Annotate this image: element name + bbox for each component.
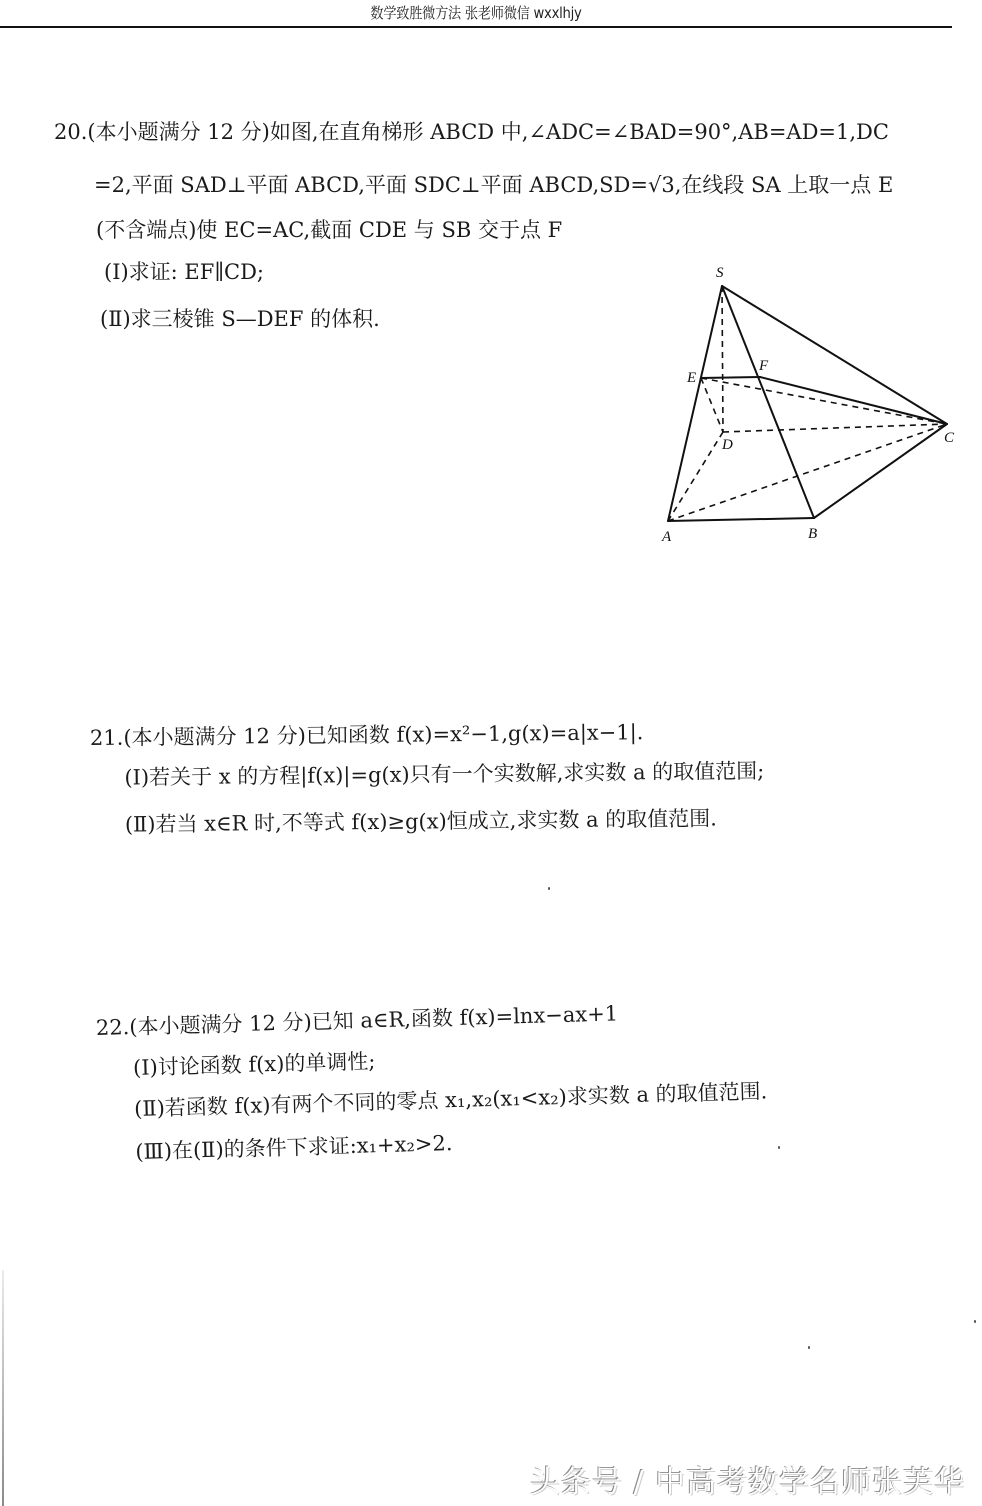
problem-20-line-2: =2,平面 SAD⊥平面 ABCD,平面 SDC⊥平面 ABCD,SD=√3,在线段 SA 上取一点 E [94, 173, 894, 197]
vertex-label-B: B [808, 526, 818, 542]
edge-ED-hidden [701, 378, 723, 432]
scan-edge-shadow [2, 1270, 4, 1506]
problem-21-line-1: 21.(本小题满分 12 分)已知函数 f(x)=x²−1,g(x)=a|x−1|. [89, 720, 644, 750]
edge-DC-hidden [723, 424, 947, 432]
problem-20-line-3: (不含端点)使 EC=AC,截面 CDE 与 SB 交于点 F [96, 218, 563, 242]
header-text: 数学致胜微方法 张老师微信 wxxlhjy [370, 4, 582, 22]
edge-SB [722, 286, 814, 518]
vertex-label-S: S [716, 265, 724, 281]
problem-22-part-3: (Ⅲ)在(Ⅱ)的条件下求证:x₁+x₂>2. [135, 1131, 453, 1164]
problem-22-part-2: (Ⅱ)若函数 f(x)有两个不同的零点 x₁,x₂(x₁<x₂)求实数 a 的取值范围. [133, 1079, 768, 1121]
edge-EF [701, 377, 760, 378]
edge-AC-hidden [668, 424, 947, 521]
watermark: 头条号 / 中高考数学名师张芙华 [530, 1465, 966, 1500]
edge-DA-hidden [668, 432, 723, 521]
vertex-label-D: D [722, 437, 733, 453]
problem-21-part-1: (Ⅰ)若关于 x 的方程|f(x)|=g(x)只有一个实数解,求实数 a 的取值范围; [124, 758, 765, 790]
problem-22-line-1: 22.(本小题满分 12 分)已知 a∈R,函数 f(x)=lnx−ax+1 [95, 1001, 619, 1040]
scan-speck [808, 1346, 810, 1349]
pyramid-diagram-svg [640, 250, 980, 560]
scan-speck [974, 1320, 976, 1323]
problem-20-part-1: (Ⅰ)求证: EF∥CD; [104, 260, 265, 284]
edge-AB [668, 518, 814, 521]
vertex-label-C: C [944, 430, 955, 446]
edge-SA [668, 286, 722, 521]
edge-FC [760, 377, 947, 424]
problem-21-part-2: (Ⅱ)若当 x∈R 时,不等式 f(x)≥g(x)恒成立,求实数 a 的取值范围. [124, 806, 718, 837]
vertex-label-F: F [759, 358, 769, 374]
scan-speck [548, 887, 550, 890]
edge-BC [814, 424, 947, 518]
vertex-label-E: E [687, 370, 697, 386]
pyramid-figure [640, 250, 980, 560]
problem-20-part-2: (Ⅱ)求三棱锥 S—DEF 的体积. [100, 307, 380, 331]
edge-SD-hidden [722, 286, 723, 432]
problem-20-line-1: 20.(本小题满分 12 分)如图,在直角梯形 ABCD 中,∠ADC=∠BAD=90°,AB=AD=1,DC [54, 120, 889, 144]
page-header [0, 0, 952, 28]
problem-22-part-1: (Ⅰ)讨论函数 f(x)的单调性; [132, 1049, 376, 1080]
vertex-label-A: A [662, 529, 672, 545]
scan-speck [778, 1146, 780, 1149]
